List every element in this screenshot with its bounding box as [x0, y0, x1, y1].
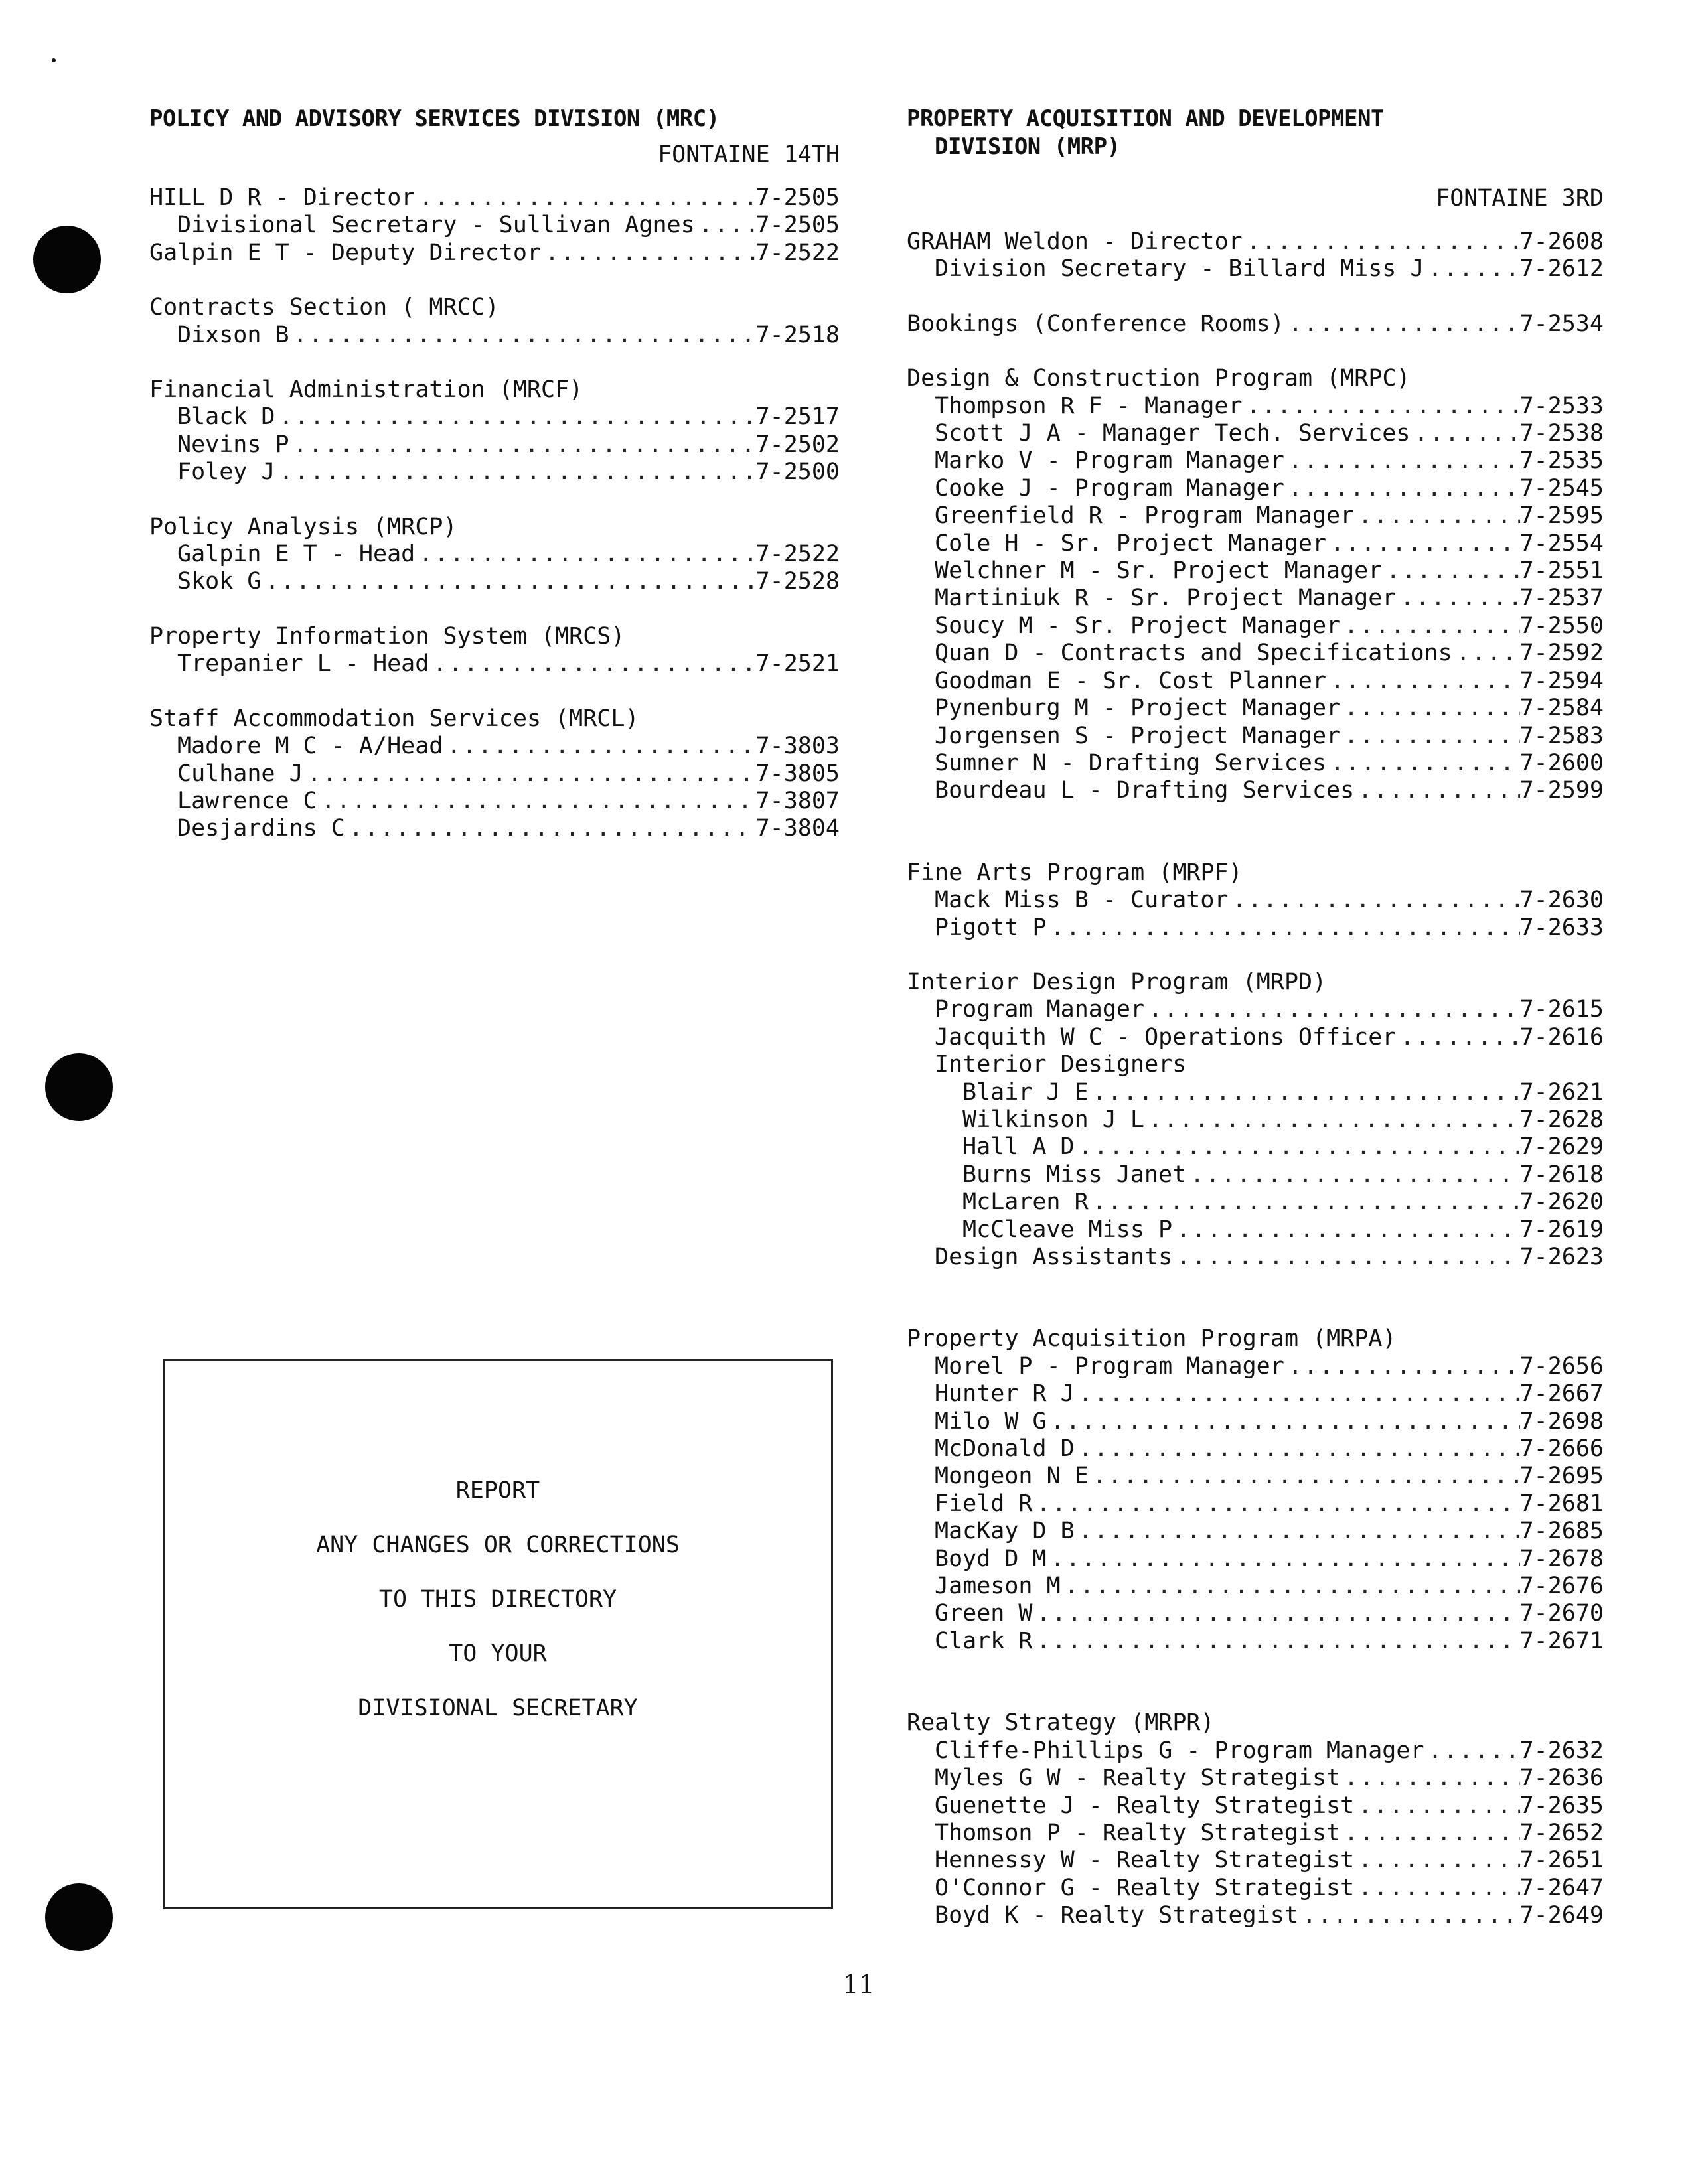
directory-entry: [149, 212, 840, 239]
property-acquisition-division: [907, 105, 1604, 1957]
entry-extension: 7-2620: [1519, 1189, 1604, 1216]
directory-entry: [907, 1628, 1604, 1655]
directory-entry: [907, 668, 1604, 695]
entry-extension: 7-2528: [755, 568, 840, 595]
directory-entry: [907, 887, 1604, 914]
entry-extension: 7-2599: [1519, 777, 1604, 804]
entry-extension: 7-2522: [755, 239, 840, 266]
dot-leader: [1354, 502, 1519, 530]
entry-name: Marko V - Program Manager: [935, 447, 1284, 474]
notice-box: [163, 1359, 833, 1909]
entry-name: Jorgensen S - Project Manager: [935, 722, 1341, 749]
dot-leader: [1284, 475, 1520, 502]
dot-leader: [1354, 1792, 1519, 1820]
directory-section: [907, 859, 1604, 942]
directory-section: [149, 705, 840, 843]
directory-entry: [907, 1408, 1604, 1435]
directory-section: [907, 1710, 1604, 1929]
entry-extension: 7-2698: [1519, 1408, 1604, 1435]
dot-leader: [1033, 1600, 1520, 1627]
entry-extension: 7-2594: [1519, 667, 1604, 694]
entry-extension: 7-2618: [1519, 1161, 1604, 1188]
directory-entry: [907, 1133, 1604, 1161]
directory-section: [149, 184, 840, 267]
directory-entry: [907, 1435, 1604, 1463]
dot-leader: [1075, 1380, 1520, 1408]
entry-extension: 7-2629: [1519, 1133, 1604, 1161]
directory-entry: [149, 568, 840, 595]
entry-name: Goodman E - Sr. Cost Planner: [935, 667, 1327, 694]
dot-leader: [1354, 1847, 1519, 1874]
dot-leader: [1340, 723, 1519, 750]
page-number: 11: [842, 1970, 875, 1999]
directory-entry: [907, 420, 1604, 447]
entry-extension: 7-2649: [1519, 1902, 1604, 1929]
entry-extension: 7-2630: [1519, 887, 1604, 914]
dot-leader: [1326, 750, 1520, 777]
dot-leader: [1144, 1106, 1520, 1133]
entry-name: Culhane J: [177, 760, 303, 787]
entry-name: McDonald D: [935, 1435, 1075, 1463]
entry-name: Wilkinson J L: [962, 1106, 1144, 1133]
section-heading: Financial Administration (MRCF): [149, 376, 583, 403]
entry-extension: 7-2636: [1519, 1765, 1604, 1792]
section-heading: Property Information System (MRCS): [149, 622, 625, 650]
directory-entry: [907, 1792, 1604, 1820]
entry-extension: 7-2522: [755, 541, 840, 568]
dot-leader: [1229, 887, 1520, 914]
directory-entry: [907, 723, 1604, 750]
directory-entry: [907, 1106, 1604, 1133]
entry-name: McCleave Miss P: [962, 1216, 1173, 1243]
dot-leader: [1396, 1024, 1519, 1051]
directory-entry: [907, 1024, 1604, 1051]
entry-name: Trepanier L - Head: [177, 650, 429, 678]
entry-extension: 7-2621: [1519, 1078, 1604, 1106]
entry-name: Scott J A - Manager Tech. Services: [935, 420, 1411, 447]
section-heading: Fine Arts Program (MRPF): [907, 859, 1243, 886]
dot-leader: [1089, 1189, 1520, 1216]
entry-extension: 7-2612: [1519, 255, 1604, 283]
directory-section: [907, 1325, 1604, 1655]
directory-entry: [149, 459, 840, 486]
dot-leader: [1424, 255, 1520, 283]
dot-leader: [1284, 1353, 1520, 1380]
entry-name: Lawrence C: [177, 787, 317, 814]
dot-leader: [275, 459, 756, 486]
directory-entry: [149, 761, 840, 788]
entry-name: Madore M C - A/Head: [177, 733, 443, 760]
dot-leader: [303, 761, 756, 788]
directory-entry: [907, 1737, 1604, 1765]
directory-section: [907, 365, 1604, 805]
directory-entry: [907, 557, 1604, 585]
entry-extension: 7-2538: [1519, 420, 1604, 447]
entry-name: Soucy M - Sr. Project Manager: [935, 612, 1341, 639]
directory-entry: [907, 393, 1604, 420]
dot-leader: [1033, 1491, 1520, 1518]
entry-name: Galpin E T - Head: [177, 541, 416, 568]
entry-extension: 7-2502: [755, 431, 840, 458]
entry-extension: 7-2615: [1519, 996, 1604, 1023]
entry-name: Divisional Secretary - Sullivan Agnes: [177, 212, 695, 239]
right-division-title-line2: DIVISION (MRP): [935, 133, 1120, 160]
dot-leader: [1047, 1546, 1520, 1573]
entry-name: HILL D R - Director: [149, 184, 416, 211]
dot-leader: [1089, 1463, 1520, 1490]
dot-leader: [695, 212, 756, 239]
entry-name: Black D: [177, 403, 275, 431]
entry-name: GRAHAM Weldon - Director: [907, 228, 1243, 255]
punch-hole-bottom: [45, 1883, 113, 1951]
left-location: FONTAINE 14TH: [658, 141, 840, 168]
entry-name: Foley J: [177, 459, 275, 486]
directory-entry: [907, 1573, 1604, 1600]
directory-entry: [907, 311, 1604, 338]
notice-line-1: REPORT: [455, 1477, 540, 1504]
entry-extension: 7-2678: [1519, 1545, 1604, 1572]
directory-entry: [907, 1216, 1604, 1244]
directory-entry: [907, 255, 1604, 283]
entry-name: Division Secretary - Billard Miss J: [935, 255, 1424, 283]
dot-leader: [1340, 613, 1519, 640]
directory-entry: [907, 914, 1604, 942]
entry-extension: 7-2647: [1519, 1874, 1604, 1901]
entry-name: Milo W G: [935, 1408, 1047, 1435]
directory-entry: [907, 228, 1604, 255]
section-heading: Policy Analysis (MRCP): [149, 513, 457, 540]
entry-name: Clark R: [935, 1627, 1033, 1654]
dot-leader: [1075, 1435, 1520, 1463]
directory-entry: [149, 184, 840, 212]
dot-leader: [1354, 1875, 1519, 1902]
directory-entry: [907, 1463, 1604, 1490]
entry-extension: 7-2592: [1519, 640, 1604, 667]
entry-name: Cliffe-Phillips G - Program Manager: [935, 1737, 1424, 1764]
directory-entry: [907, 1875, 1604, 1902]
directory-entry: [149, 815, 840, 842]
directory-section: [907, 969, 1604, 1271]
directory-entry: [907, 1765, 1604, 1792]
dot-leader: [1326, 668, 1520, 695]
directory-entry: [149, 240, 840, 267]
entry-name: Jameson M: [935, 1573, 1061, 1600]
entry-name: Bourdeau L - Drafting Services: [935, 777, 1355, 804]
entry-name: Jacquith W C - Operations Officer: [935, 1023, 1397, 1051]
dot-leader: [289, 322, 756, 349]
directory-entry: [149, 322, 840, 349]
dot-leader: [541, 240, 756, 267]
directory-entry: [907, 1820, 1604, 1847]
directory-entry: [907, 613, 1604, 640]
directory-entry: [907, 1244, 1604, 1271]
entry-extension: 7-3805: [755, 760, 840, 787]
directory-entry: [907, 1161, 1604, 1189]
dot-leader: [1396, 585, 1519, 612]
entry-extension: 7-2619: [1519, 1216, 1604, 1243]
dot-leader: [1186, 1161, 1519, 1189]
dot-leader: [1340, 1820, 1519, 1847]
entry-name: Field R: [935, 1490, 1033, 1517]
right-division-title: [907, 105, 1604, 161]
directory-entry: [907, 585, 1604, 612]
entry-name: Dixson B: [177, 321, 289, 348]
entry-extension: 7-2550: [1519, 612, 1604, 639]
entry-extension: 7-2521: [755, 650, 840, 678]
dot-leader: [1075, 1518, 1520, 1545]
directory-entry: [907, 1600, 1604, 1627]
directory-entry: [907, 996, 1604, 1023]
sub-heading: Interior Designers: [935, 1051, 1187, 1078]
dot-leader: [1452, 640, 1520, 667]
dot-leader: [1033, 1628, 1520, 1655]
entry-extension: 7-2670: [1519, 1600, 1604, 1627]
entry-name: Cole H - Sr. Project Manager: [935, 530, 1327, 557]
entry-extension: 7-2623: [1519, 1244, 1604, 1270]
dot-leader: [1047, 914, 1520, 942]
section-heading: Design & Construction Program (MRPC): [907, 365, 1411, 392]
entry-name: McLaren R: [962, 1189, 1089, 1216]
entry-extension: 7-2676: [1519, 1573, 1604, 1600]
directory-section: [907, 228, 1604, 283]
directory-entry: [907, 502, 1604, 530]
entry-name: Boyd K - Realty Strategist: [935, 1902, 1298, 1929]
entry-extension: 7-3807: [755, 787, 840, 814]
dot-leader: [1089, 1079, 1520, 1106]
entry-name: Myles G W - Realty Strategist: [935, 1765, 1341, 1792]
section-heading: Interior Design Program (MRPD): [907, 968, 1327, 995]
dot-leader: [1410, 420, 1519, 447]
punch-hole-middle: [45, 1053, 113, 1121]
entry-extension: 7-2695: [1519, 1463, 1604, 1490]
entry-name: Mongeon N E: [935, 1463, 1089, 1490]
directory-section: [149, 623, 840, 678]
directory-entry: [907, 695, 1604, 722]
entry-extension: 7-2518: [755, 321, 840, 348]
entry-name: Hennessy W - Realty Strategist: [935, 1847, 1355, 1874]
entry-extension: 7-2554: [1519, 530, 1604, 557]
entry-name: Skok G: [177, 568, 262, 595]
entry-extension: 7-2583: [1519, 722, 1604, 749]
entry-name: Welchner M - Sr. Project Manager: [935, 557, 1383, 585]
entry-extension: 7-2628: [1519, 1106, 1604, 1133]
dot-leader: [415, 541, 755, 568]
left-division-title: POLICY AND ADVISORY SERVICES DIVISION (MRC): [149, 106, 720, 132]
dot-leader: [1382, 557, 1519, 585]
directory-entry: [907, 475, 1604, 502]
dot-leader: [1075, 1133, 1520, 1161]
section-heading: Realty Strategy (MRPR): [907, 1710, 1215, 1737]
entry-name: Green W: [935, 1600, 1033, 1627]
dot-leader: [429, 650, 755, 678]
dot-leader: [415, 184, 755, 212]
directory-entry: [907, 640, 1604, 667]
entry-extension: 7-2667: [1519, 1380, 1604, 1408]
directory-entry: [907, 1847, 1604, 1874]
directory-section: [907, 311, 1604, 338]
right-division-title-line1: PROPERTY ACQUISITION AND DEVELOPMENT: [907, 106, 1384, 132]
entry-extension: 7-2681: [1519, 1490, 1604, 1517]
directory-entry: [907, 1189, 1604, 1216]
directory-section: [149, 294, 840, 349]
entry-extension: 7-2505: [755, 184, 840, 211]
section-heading: Property Acquisition Program (MRPA): [907, 1325, 1397, 1352]
entry-extension: 7-2666: [1519, 1435, 1604, 1463]
dot-leader: [1354, 777, 1519, 804]
entry-extension: 7-2671: [1519, 1627, 1604, 1654]
entry-extension: 7-2551: [1519, 557, 1604, 585]
entry-extension: 7-2652: [1519, 1819, 1604, 1846]
entry-extension: 7-2517: [755, 403, 840, 431]
entry-name: Program Manager: [935, 996, 1145, 1023]
directory-entry: [149, 541, 840, 568]
entry-extension: 7-2600: [1519, 749, 1604, 776]
scan-speck: [52, 58, 56, 62]
entry-extension: 7-3804: [755, 815, 840, 842]
entry-extension: 7-2595: [1519, 502, 1604, 530]
entry-extension: 7-2608: [1519, 228, 1604, 255]
entry-name: Burns Miss Janet: [962, 1161, 1187, 1188]
directory-entry: [907, 530, 1604, 557]
entry-name: Boyd D M: [935, 1545, 1047, 1572]
entry-name: Mack Miss B - Curator: [935, 887, 1229, 914]
dot-leader: [1243, 228, 1520, 255]
dot-leader: [345, 815, 756, 842]
dot-leader: [275, 403, 756, 431]
entry-name: Greenfield R - Program Manager: [935, 502, 1355, 530]
directory-entry: [907, 1079, 1604, 1106]
dot-leader: [1144, 996, 1519, 1023]
directory-entry: [149, 431, 840, 459]
entry-extension: 7-2533: [1519, 392, 1604, 419]
dot-leader: [1243, 393, 1520, 420]
dot-leader: [1047, 1408, 1520, 1435]
directory-entry: [149, 788, 840, 815]
directory-section: [149, 514, 840, 596]
entry-name: Thompson R F - Manager: [935, 392, 1243, 419]
notice-line-2: ANY CHANGES OR CORRECTIONS: [316, 1532, 680, 1558]
right-sections: [907, 228, 1604, 1930]
dot-leader: [1298, 1902, 1520, 1929]
entry-name: Sumner N - Drafting Services: [935, 749, 1327, 776]
directory-entry: [907, 1518, 1604, 1545]
entry-name: Cooke J - Program Manager: [935, 474, 1284, 502]
directory-entry: [907, 1902, 1604, 1929]
entry-extension: 7-2635: [1519, 1792, 1604, 1819]
entry-extension: 7-2685: [1519, 1518, 1604, 1545]
notice-line-5: DIVISIONAL SECRETARY: [358, 1695, 638, 1721]
entry-extension: 7-2651: [1519, 1847, 1604, 1874]
entry-name: Martiniuk R - Sr. Project Manager: [935, 585, 1397, 612]
dot-leader: [1326, 530, 1520, 557]
dot-leader: [261, 568, 755, 595]
entry-name: Galpin E T - Deputy Director: [149, 239, 542, 266]
directory-section: [149, 376, 840, 486]
entry-name: Design Assistants: [935, 1244, 1173, 1270]
entry-name: O'Connor G - Realty Strategist: [935, 1874, 1355, 1901]
entry-extension: 7-2537: [1519, 585, 1604, 612]
section-heading: Contracts Section ( MRCC): [149, 294, 499, 321]
dot-leader: [289, 431, 756, 459]
policy-advisory-division: [149, 105, 840, 870]
entry-name: Pynenburg M - Project Manager: [935, 695, 1341, 722]
left-sections: [149, 184, 840, 843]
entry-name: Blair J E: [962, 1078, 1089, 1106]
punch-hole-top: [33, 226, 101, 293]
entry-name: Pigott P: [935, 914, 1047, 941]
right-location: FONTAINE 3RD: [1436, 185, 1604, 212]
entry-extension: 7-2545: [1519, 474, 1604, 502]
dot-leader: [443, 733, 755, 760]
entry-extension: 7-2656: [1519, 1352, 1604, 1380]
entry-extension: 7-2632: [1519, 1737, 1604, 1764]
dot-leader: [1172, 1244, 1519, 1271]
notice-line-3: TO THIS DIRECTORY: [378, 1586, 617, 1613]
directory-entry: [907, 1380, 1604, 1408]
dot-leader: [1061, 1573, 1520, 1600]
entry-name: Desjardins C: [177, 815, 345, 842]
directory-entry: [149, 403, 840, 431]
entry-extension: 7-3803: [755, 733, 840, 760]
entry-extension: 7-2534: [1519, 310, 1604, 337]
entry-name: Bookings (Conference Rooms): [907, 310, 1284, 337]
dot-leader: [1172, 1216, 1519, 1244]
entry-extension: 7-2633: [1519, 914, 1604, 941]
directory-entry: [149, 733, 840, 760]
directory-entry: [907, 777, 1604, 804]
dot-leader: [1284, 311, 1520, 338]
directory-entry: [907, 1491, 1604, 1518]
entry-name: Hall A D: [962, 1133, 1075, 1161]
dot-leader: [1284, 447, 1520, 474]
entry-name: MacKay D B: [935, 1518, 1075, 1545]
entry-extension: 7-2616: [1519, 1023, 1604, 1051]
section-heading: Staff Accommodation Services (MRCL): [149, 705, 639, 732]
entry-extension: 7-2535: [1519, 447, 1604, 474]
entry-name: Thomson P - Realty Strategist: [935, 1819, 1341, 1846]
entry-extension: 7-2584: [1519, 695, 1604, 722]
directory-entry: [907, 447, 1604, 474]
directory-entry: [149, 650, 840, 678]
entry-name: Nevins P: [177, 431, 289, 458]
directory-entry: [907, 1353, 1604, 1380]
entry-name: Hunter R J: [935, 1380, 1075, 1408]
entry-name: Guenette J - Realty Strategist: [935, 1792, 1355, 1819]
dot-leader: [1340, 1765, 1519, 1792]
entry-name: Morel P - Program Manager: [935, 1352, 1284, 1380]
entry-extension: 7-2505: [755, 212, 840, 239]
directory-entry: [907, 1546, 1604, 1573]
entry-extension: 7-2500: [755, 459, 840, 486]
dot-leader: [317, 788, 756, 815]
dot-leader: [1340, 695, 1519, 722]
entry-name: Quan D - Contracts and Specifications: [935, 640, 1452, 667]
dot-leader: [1424, 1737, 1520, 1765]
notice-line-4: TO YOUR: [449, 1640, 547, 1667]
directory-entry: [907, 750, 1604, 777]
